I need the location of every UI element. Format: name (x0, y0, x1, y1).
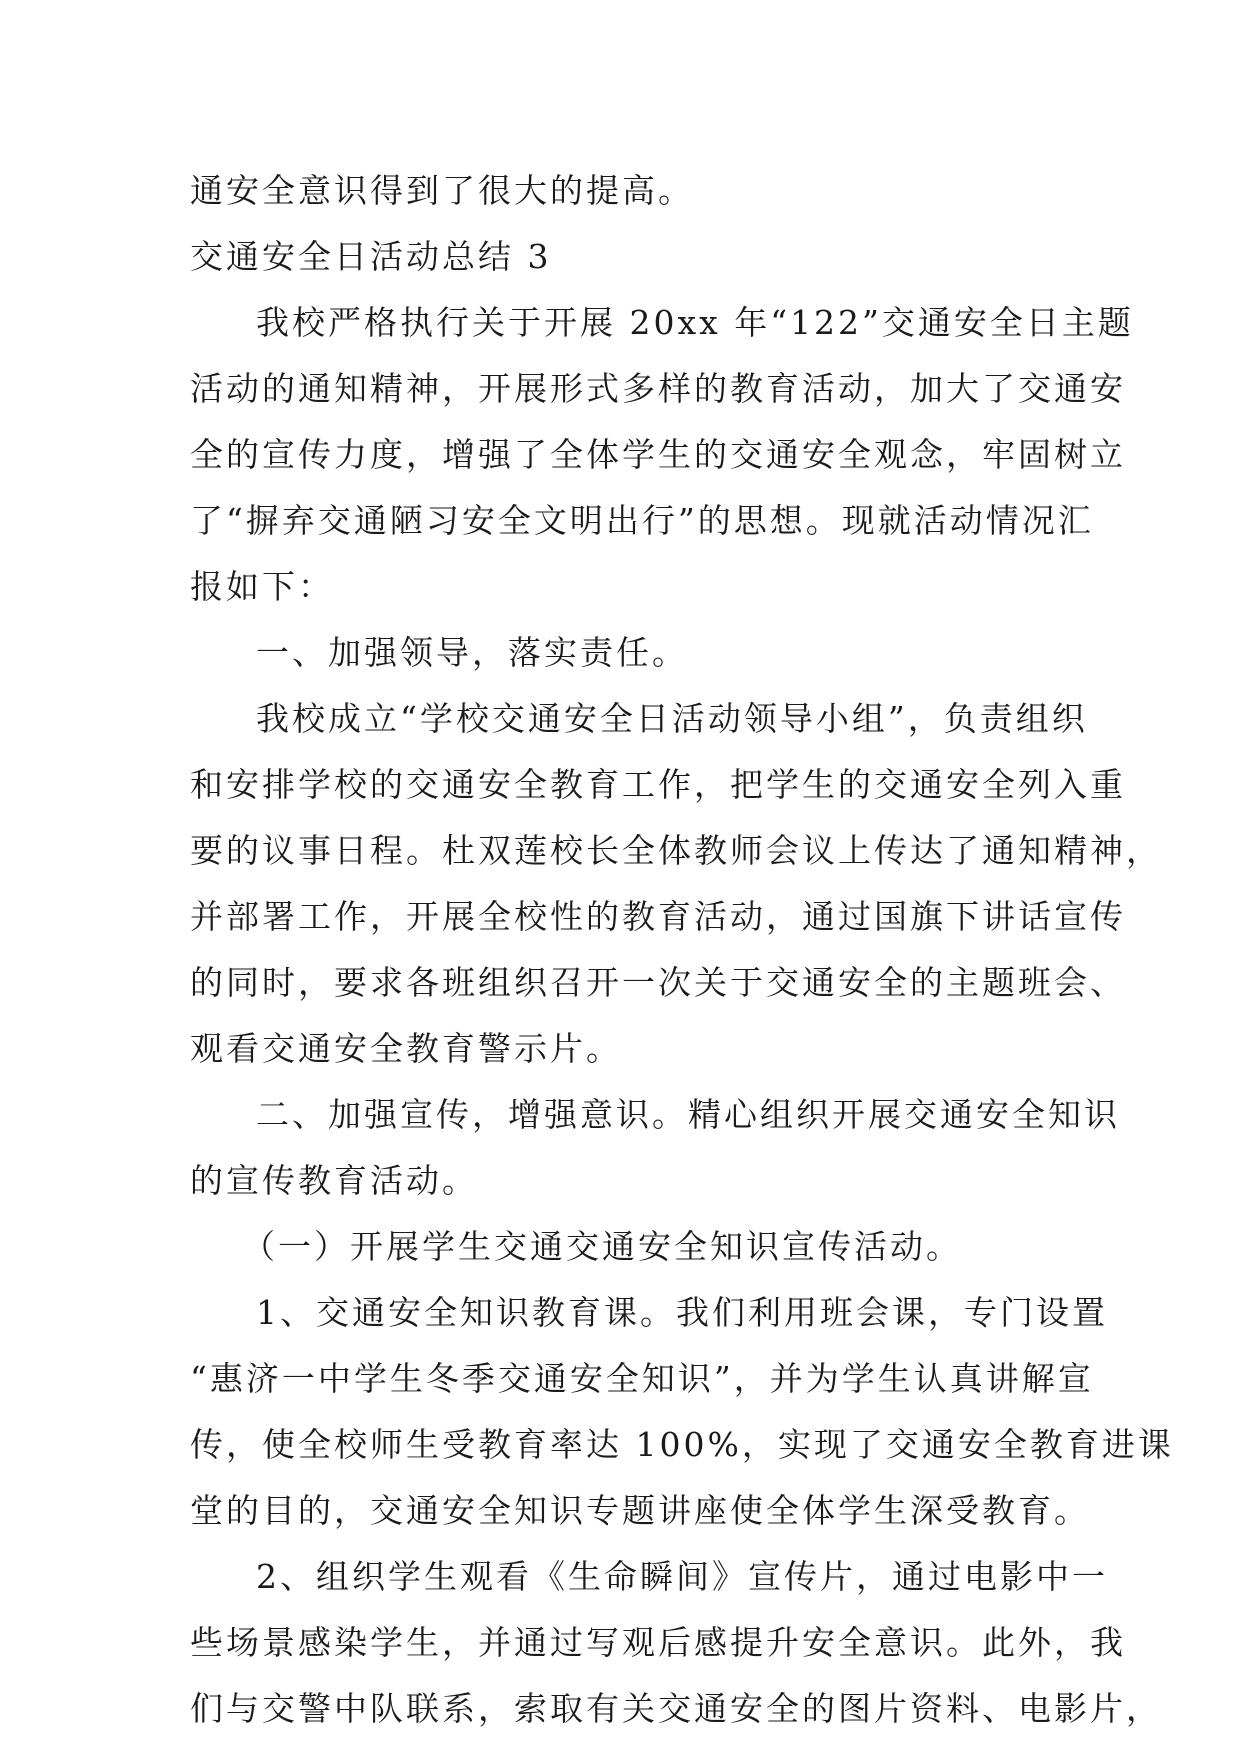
text-line: 观看交通安全教育警示片。 (190, 1029, 622, 1068)
text-line: 的宣传教育活动。 (190, 1161, 478, 1200)
text-line: 1、交通安全知识教育课。我们利用班会课，专门设置 (256, 1293, 1108, 1332)
subheading: 二、加强宣传，增强意识。精心组织开展交通安全知识 (256, 1095, 1120, 1134)
text-line: 全的宣传力度，增强了全体学生的交通安全观念，牢固树立 (190, 435, 1126, 474)
text-line: 2、组织学生观看《生命瞬间》宣传片，通过电影中一 (256, 1557, 1108, 1596)
text-line: 我校严格执行关于开展 20xx 年“122”交通安全日主题 (256, 303, 1134, 342)
text-line: 通安全意识得到了很大的提高。 (190, 171, 694, 210)
text-line: “惠济一中学生冬季交通安全知识”，并为学生认真讲解宣 (190, 1359, 1094, 1398)
text-line: 要的议事日程。杜双莲校长全体教师会议上传达了通知精神， (190, 831, 1162, 870)
document-body (190, 158, 1174, 1742)
text-line: 些场景感染学生，并通过写观后感提升安全意识。此外，我 (190, 1623, 1126, 1662)
text-line: 活动的通知精神，开展形式多样的教育活动，加大了交通安 (190, 369, 1126, 408)
text-line: 的同时，要求各班组织召开一次关于交通安全的主题班会、 (190, 963, 1126, 1002)
text-line: 了“摒弃交通陋习安全文明出行”的思想。现就活动情况汇 (190, 501, 1094, 540)
subheading: 一、加强领导，落实责任。 (256, 633, 688, 672)
section-heading: 交通安全日活动总结 3 (190, 237, 552, 276)
subheading: （一）开展学生交通交通安全知识宣传活动。 (242, 1227, 962, 1266)
text-line: 堂的目的，交通安全知识专题讲座使全体学生深受教育。 (190, 1491, 1090, 1530)
text-line: 和安排学校的交通安全教育工作，把学生的交通安全列入重 (190, 765, 1126, 804)
text-line: 报如下： (190, 567, 334, 606)
text-line: 并部署工作，开展全校性的教育活动，通过国旗下讲话宣传 (190, 897, 1126, 936)
text-line: 我校成立“学校交通安全日活动领导小组”，负责组织 (256, 699, 1088, 738)
text-line: 们与交警中队联系，索取有关交通安全的图片资料、电影片， (190, 1689, 1162, 1728)
text-line: 传，使全校师生受教育率达 100%，实现了交通安全教育进课 (190, 1425, 1174, 1464)
